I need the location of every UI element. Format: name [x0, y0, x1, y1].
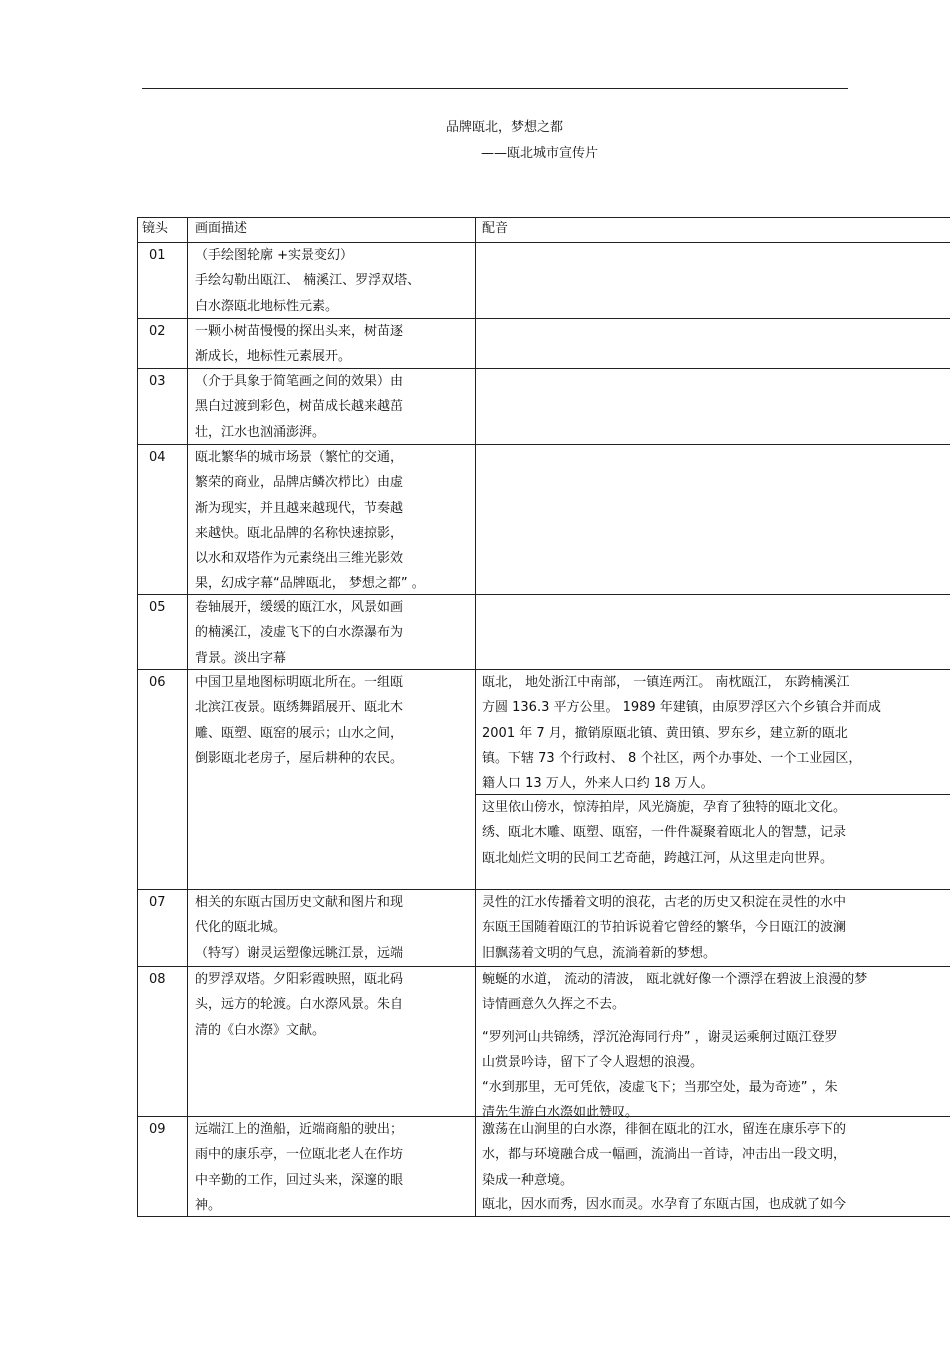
description-line: 繁荣的商业，品牌店鳞次栉比）由虚: [195, 475, 404, 491]
document-title: 品牌瓯北，梦想之都: [446, 120, 564, 135]
description-line: （特写）谢灵运塑像远眺江景，远端: [195, 945, 404, 961]
shot-number: 02: [149, 324, 166, 339]
scene-description: [195, 670, 403, 771]
voiceover-paragraph: [482, 1025, 838, 1076]
voiceover-line: 蜿蜒的水道， 流动的清波， 瓯北就好像一个漂浮在碧波上浪漫的梦: [482, 972, 868, 987]
table-rule-top: [137, 217, 950, 218]
description-line: 白水漈瓯北地标性元素。: [195, 298, 339, 314]
scene-description: [195, 445, 425, 597]
voiceover-paragraph: [482, 890, 846, 966]
voiceover-line: 染成一种意境。: [482, 1172, 574, 1188]
voiceover-paragraph: [482, 670, 881, 796]
header-rule: [142, 88, 848, 89]
voiceover-line: 籍人口 13 万人，外来人口约 18 万人。: [482, 776, 714, 792]
scene-description: [195, 967, 403, 1043]
voiceover-paragraph: [482, 795, 846, 871]
description-line: （手绘图轮廓 +实景变幻）: [195, 248, 354, 263]
description-line: 清的《白水漈》文献。: [195, 1022, 326, 1038]
voiceover-paragraph: [482, 967, 867, 1018]
description-line: 黑白过渡到彩色，树苗成长越来越茁: [195, 399, 404, 415]
voiceover-line: 灵性的江水传播着文明的浪花，古老的历史又积淀在灵性的水中: [482, 895, 847, 910]
description-line: 远端江上的渔船，近端商船的驶出；: [195, 1122, 404, 1137]
scene-description: [195, 369, 403, 445]
shot-number: 01: [149, 248, 166, 263]
description-line: 雨中的康乐亭，一位瓯北老人在作坊: [195, 1147, 404, 1163]
description-line: 中辛勤的工作，回过头来，深邃的眼: [195, 1172, 404, 1188]
description-line: 手绘勾勒出瓯江、 楠溪江、罗浮双塔、: [195, 273, 421, 289]
voiceover-line: 这里依山傍水，惊涛拍岸，风光旖旎，孕育了独特的瓯北文化。: [482, 800, 847, 815]
description-line: 以水和双塔作为元素绕出三维光影效: [195, 551, 404, 567]
description-line: 中国卫星地图标明瓯北所在。一组瓯: [195, 675, 404, 690]
voiceover-line: 绣、瓯北木雕、瓯塑、瓯窑，一件件凝聚着瓯北人的智慧，记录: [482, 825, 847, 841]
shot-number: 03: [149, 374, 166, 389]
description-line: 渐成长，地标性元素展开。: [195, 349, 352, 365]
voiceover-line: 诗情画意久久挥之不去。: [482, 997, 626, 1013]
voiceover-paragraph: [482, 1117, 846, 1193]
scene-description: [195, 890, 403, 966]
voiceover-line: 镇。下辖 73 个行政村、 8 个社区，两个办事处、一个工业园区，: [482, 750, 862, 766]
shot-number: 09: [149, 1122, 166, 1137]
header-description: 画面描述: [195, 221, 248, 236]
header-voiceover: 配音: [482, 221, 509, 236]
scene-description: [195, 243, 420, 319]
voiceover-line: “水到那里，无可凭依，凌虚飞下；当那空处，最为奇迹” ，朱: [482, 1080, 838, 1095]
voiceover-line: 山赏景吟诗，留下了令人遐想的浪漫。: [482, 1055, 704, 1071]
description-line: 代化的瓯北城。: [195, 920, 287, 936]
description-line: （介于具象于简笔画之间的效果）由: [195, 374, 404, 389]
description-line: 头，远方的轮渡。白水漈风景。朱自: [195, 997, 404, 1013]
shot-number: 05: [149, 600, 166, 615]
description-line: 卷轴展开，缓缓的瓯江水，风景如画: [195, 600, 404, 615]
description-line: 北滨江夜景。瓯绣舞蹈展开、瓯北木: [195, 700, 404, 716]
description-line: 瓯北繁华的城市场景（繁忙的交通，: [195, 450, 404, 465]
voiceover-line: 瓯北灿烂文明的民间工艺奇葩，跨越江河，从这里走向世界。: [482, 850, 834, 866]
shot-number: 06: [149, 675, 166, 690]
scene-description: [195, 595, 403, 671]
scene-description: [195, 319, 403, 370]
storyboard-table: [137, 217, 950, 1217]
description-line: 一颗小树苗慢慢的探出头来，树苗逐: [195, 324, 404, 339]
description-line: 的楠溪江，凌虚飞下的白水漈瀑布为: [195, 625, 404, 641]
scene-description: [195, 1117, 403, 1218]
voiceover-line: 2001 年 7 月，撤销原瓯北镇、黄田镇、罗东乡，建立新的瓯北: [482, 725, 848, 741]
shot-number: 07: [149, 895, 166, 910]
description-line: 神。: [195, 1197, 222, 1213]
description-line: 雕、瓯塑、瓯窑的展示；山水之间，: [195, 725, 404, 741]
voiceover-line: 方圆 136.3 平方公里。 1989 年建镇，由原罗浮区六个乡镇合并而成: [482, 700, 881, 716]
shot-number: 08: [149, 972, 166, 987]
table-border-left: [137, 217, 138, 1217]
table-divider-desc: [475, 217, 476, 1217]
voiceover-line: “罗列河山共锦绣，浮沉沧海同行舟” ，谢灵运乘舸过瓯江登罗: [482, 1030, 838, 1045]
voiceover-line: 东瓯王国随着瓯江的节拍诉说着它曾经的繁华，今日瓯江的波澜: [482, 920, 847, 936]
description-line: 壮，江水也汹涌澎湃。: [195, 424, 326, 440]
voiceover-line: 旧飘荡着文明的气息，流淌着新的梦想。: [482, 945, 717, 961]
voiceover-line: 瓯北，因水而秀，因水而灵。水孕育了东瓯古国，也成就了如今: [482, 1197, 847, 1212]
description-line: 来越快。瓯北品牌的名称快速掠影，: [195, 525, 404, 541]
header-shot: 镜头: [142, 221, 169, 236]
description-line: 渐为现实，并且越来越现代，节奏越: [195, 500, 404, 516]
table-divider-shot: [187, 217, 188, 1217]
voiceover-line: 清先生游白水漈如此赞叹。: [482, 1105, 639, 1121]
description-line: 倒影瓯北老房子，屋后耕种的农民。: [195, 750, 404, 766]
voiceover-line: 瓯北， 地处浙江中南部， 一镇连两江。 南枕瓯江， 东跨楠溪江: [482, 675, 850, 690]
description-line: 的罗浮双塔。夕阳彩霞映照，瓯北码: [195, 972, 404, 987]
document-subtitle: ——瓯北城市宣传片: [481, 146, 599, 161]
voiceover-line: 水，都与环境融合成一幅画，流淌出一首诗，冲击出一段文明，: [482, 1147, 847, 1163]
voiceover-paragraph: [482, 1192, 846, 1217]
shot-number: 04: [149, 450, 166, 465]
description-line: 背景。淡出字幕: [195, 650, 287, 666]
voiceover-line: 激荡在山涧里的白水漈，徘徊在瓯北的江水，留连在康乐亭下的: [482, 1122, 847, 1137]
description-line: 果，幻成字幕“品牌瓯北， 梦想之都” 。: [195, 576, 425, 592]
description-line: 相关的东瓯古国历史文献和图片和现: [195, 895, 404, 910]
